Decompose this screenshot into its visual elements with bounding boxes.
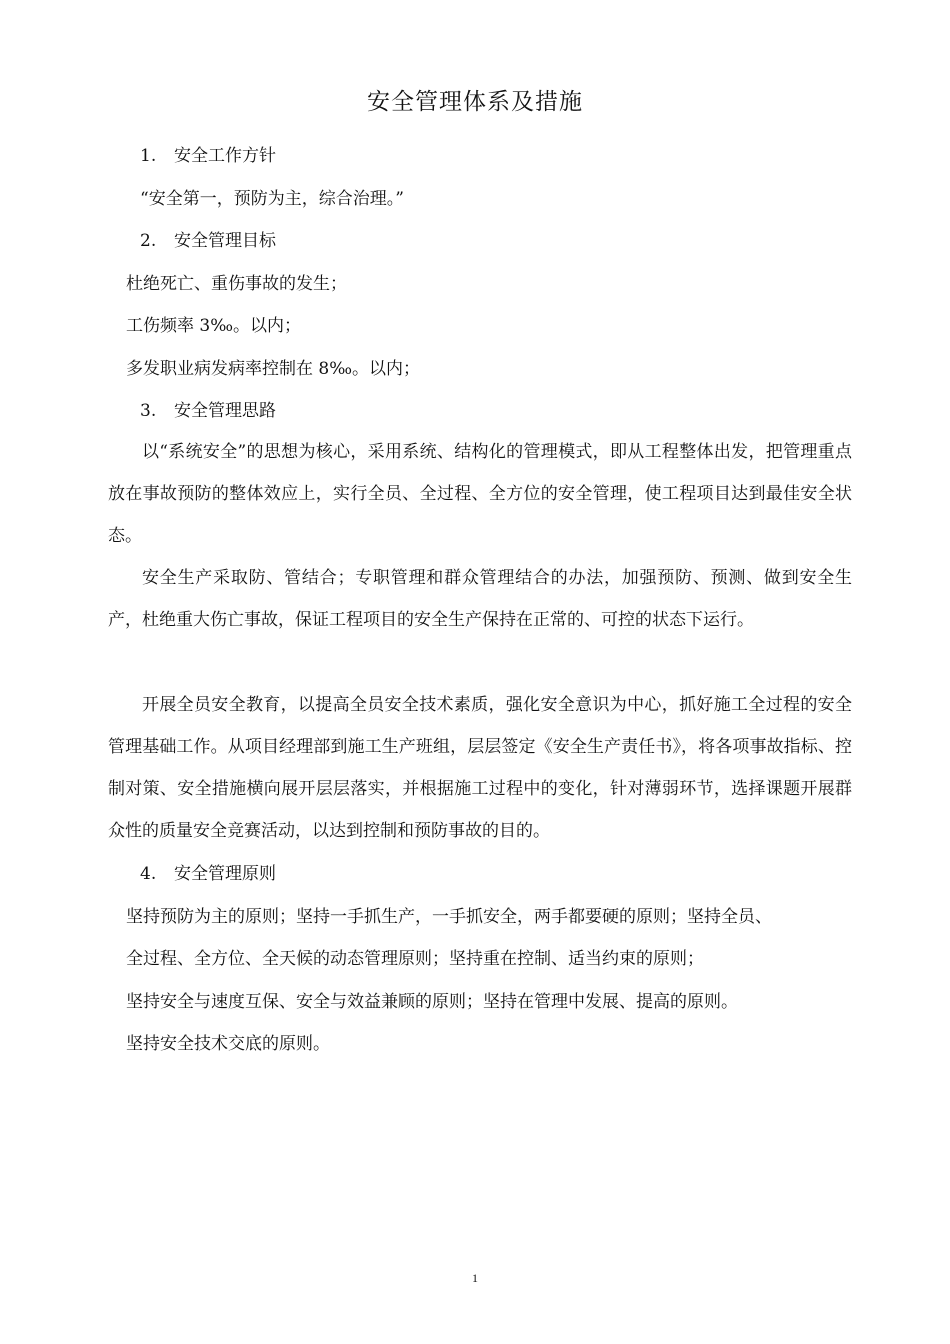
section-number: 3. bbox=[140, 401, 157, 421]
section-heading-1 bbox=[140, 143, 276, 169]
section-number: 2. bbox=[140, 231, 157, 251]
principle-line: 坚持预防为主的原则；坚持一手抓生产，一手抓安全，两手都要硬的原则；坚持全员、 bbox=[126, 907, 772, 927]
section-number: 4. bbox=[140, 864, 157, 884]
section-heading-3 bbox=[140, 398, 276, 424]
body-paragraph: 开展全员安全教育，以提高全员安全技术素质，强化安全意识为中心，抓好施工全过程的安全管理基础工作。从项目经理部到施工生产班组，层层签定《安全生产责任书》，将各项事故指标、控制对策、安全措施横向展开层层落实，并根据施工过程中的变化，针对薄弱环节，选择课题开展群众性的质量安全竞赛活动，以达到控制和预防事故的目的。 bbox=[108, 695, 852, 841]
section-title: 安全管理思路 bbox=[174, 401, 276, 421]
section-title: 安全工作方针 bbox=[174, 146, 276, 166]
principle-line: 全过程、全方位、全天候的动态管理原则；坚持重在控制、适当约束的原则； bbox=[126, 949, 704, 969]
section-title: 安全管理目标 bbox=[174, 231, 276, 251]
section-title: 安全管理原则 bbox=[174, 864, 276, 884]
page-number: 1 bbox=[472, 1271, 478, 1285]
principle-line: 坚持安全技术交底的原则。 bbox=[126, 1034, 330, 1054]
section-heading-4 bbox=[140, 861, 276, 887]
principle-line: 坚持安全与速度互保、安全与效益兼顾的原则；坚持在管理中发展、提高的原则。 bbox=[126, 992, 738, 1012]
goal-line: 工伤频率 3‰。以内； bbox=[126, 316, 302, 336]
document-title: 安全管理体系及措施 bbox=[367, 89, 583, 115]
policy-line: “安全第一，预防为主，综合治理。” bbox=[140, 189, 404, 209]
section-heading-2 bbox=[140, 228, 276, 254]
goal-line: 多发职业病发病率控制在 8‰。以内； bbox=[126, 359, 421, 379]
body-paragraph: 以“系统安全”的思想为核心，采用系统、结构化的管理模式，即从工程整体出发，把管理重点放在事故预防的整体效应上，实行全员、全过程、全方位的安全管理，使工程项目达到最佳安全状态。 bbox=[108, 442, 852, 546]
section-number: 1. bbox=[140, 146, 157, 166]
goal-line: 杜绝死亡、重伤事故的发生； bbox=[126, 274, 347, 294]
body-paragraph: 安全生产采取防、管结合；专职管理和群众管理结合的办法，加强预防、预测、做到安全生产，杜绝重大伤亡事故，保证工程项目的安全生产保持在正常的、可控的状态下运行。 bbox=[108, 568, 852, 630]
